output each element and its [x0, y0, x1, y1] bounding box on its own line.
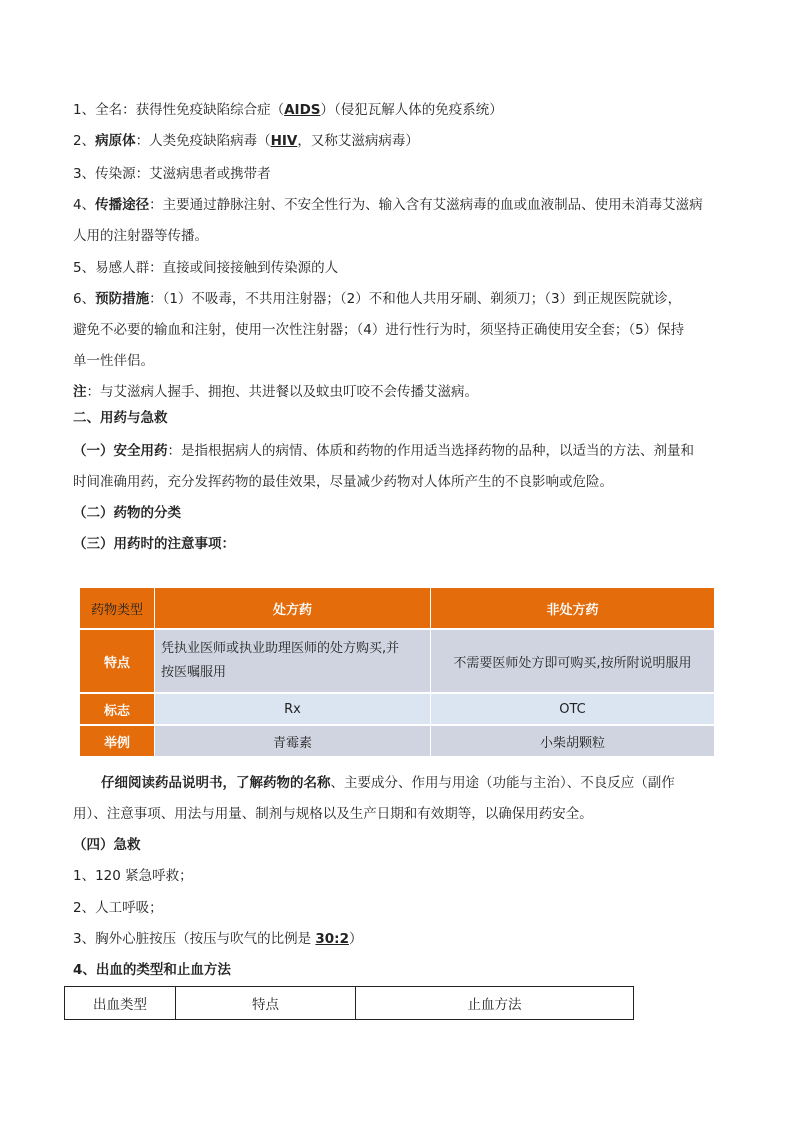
header-bleed-method: 止血方法 [356, 987, 634, 1020]
drug-table-header [80, 588, 715, 628]
first-aid-heading: （四）急救 [73, 837, 141, 853]
prevention-line-3: 单一性伴侣。 [73, 353, 154, 369]
safe-medication-line: （一）安全用药：是指根据病人的病情、体质和药物的作用适当选择药物的品种，以适当的方法、剂量和 [73, 443, 694, 459]
header-bleed-feature: 特点 [176, 987, 356, 1020]
header-bleed-type: 出血类型 [65, 987, 176, 1020]
medication-notes-heading: （三）用药时的注意事项： [73, 536, 235, 552]
prescription-example-cell: 青霉素 [155, 726, 431, 756]
aids-fullname-line: 1、全名：获得性免疫缺陷综合症（AIDS）（侵犯瓦解人体的免疫系统） [73, 102, 503, 118]
first-aid-item-1: 1、120 紧急呼救； [73, 868, 193, 884]
otc-feature-cell: 不需要医师处方即可购买,按所附说明服用 [431, 630, 715, 692]
pathogen-line: 2、病原体：人类免疫缺陷病毒（HIV，又称艾滋病病毒） [73, 133, 419, 149]
otc-example-cell: 小柴胡颗粒 [431, 726, 715, 756]
prescription-feature-cell: 凭执业医师或执业助理医师的处方购买,并 按医嘱服用 [155, 630, 431, 692]
transmission-line: 4、传播途径：主要通过静脉注射、不安全性行为、输入含有艾滋病毒的血或血液制品、使用未消毒艾滋病 [73, 197, 703, 213]
table-row [80, 726, 715, 756]
drug-type-table [80, 586, 715, 758]
prevention-line-2: 避免不必要的输血和注射，使用一次性注射器；（4）进行性行为时，须坚持正确使用安全套；（5）保持 [73, 322, 685, 338]
header-prescription: 处方药 [155, 588, 431, 628]
bleeding-table [64, 986, 634, 1020]
row-label-example: 举例 [80, 726, 155, 756]
read-instructions-line: 仔细阅读药品说明书，了解药物的名称、主要成分、作用与用途（功能与主治）、不良反应（副作 [101, 775, 675, 791]
drug-classification-heading: （二）药物的分类 [73, 505, 181, 521]
table-row [80, 694, 715, 724]
otc-mark-cell: OTC [431, 694, 715, 724]
transmission-line-2: 人用的注射器等传播。 [73, 228, 208, 244]
prevention-line: 6、预防措施：（1）不吸毒，不共用注射器；（2）不和他人共用牙刷、剃须刀；（3）到正规医院就诊， [73, 291, 682, 307]
row-label-feature: 特点 [80, 630, 155, 692]
header-drug-type: 药物类型 [80, 588, 155, 628]
read-instructions-line-2: 用）、注意事项、用法与用量、制剂与规格以及生产日期和有效期等，以确保用药安全。 [73, 806, 593, 822]
first-aid-item-3: 3、胸外心脏按压（按压与吹气的比例是 30:2） [73, 931, 363, 947]
prescription-mark-cell: Rx [155, 694, 431, 724]
table-row [80, 630, 715, 692]
safe-medication-line-2: 时间准确用药，充分发挥药物的最佳效果，尽量减少药物对人体所产生的不良影响或危险。 [73, 474, 613, 490]
note-line: 注：与艾滋病人握手、拥抱、共进餐以及蚊虫叮咬不会传播艾滋病。 [73, 384, 478, 400]
bleeding-table-header [65, 987, 634, 1020]
infection-source-line: 3、传染源：艾滋病患者或携带者 [73, 166, 271, 182]
susceptible-line: 5、易感人群：直接或间接接触到传染源的人 [73, 260, 339, 276]
first-aid-item-2: 2、人工呼吸； [73, 900, 163, 916]
row-label-mark: 标志 [80, 694, 155, 724]
section-heading-medication: 二、用药与急救 [73, 410, 168, 426]
header-otc: 非处方药 [431, 588, 715, 628]
bleeding-heading: 4、出血的类型和止血方法 [73, 962, 231, 978]
